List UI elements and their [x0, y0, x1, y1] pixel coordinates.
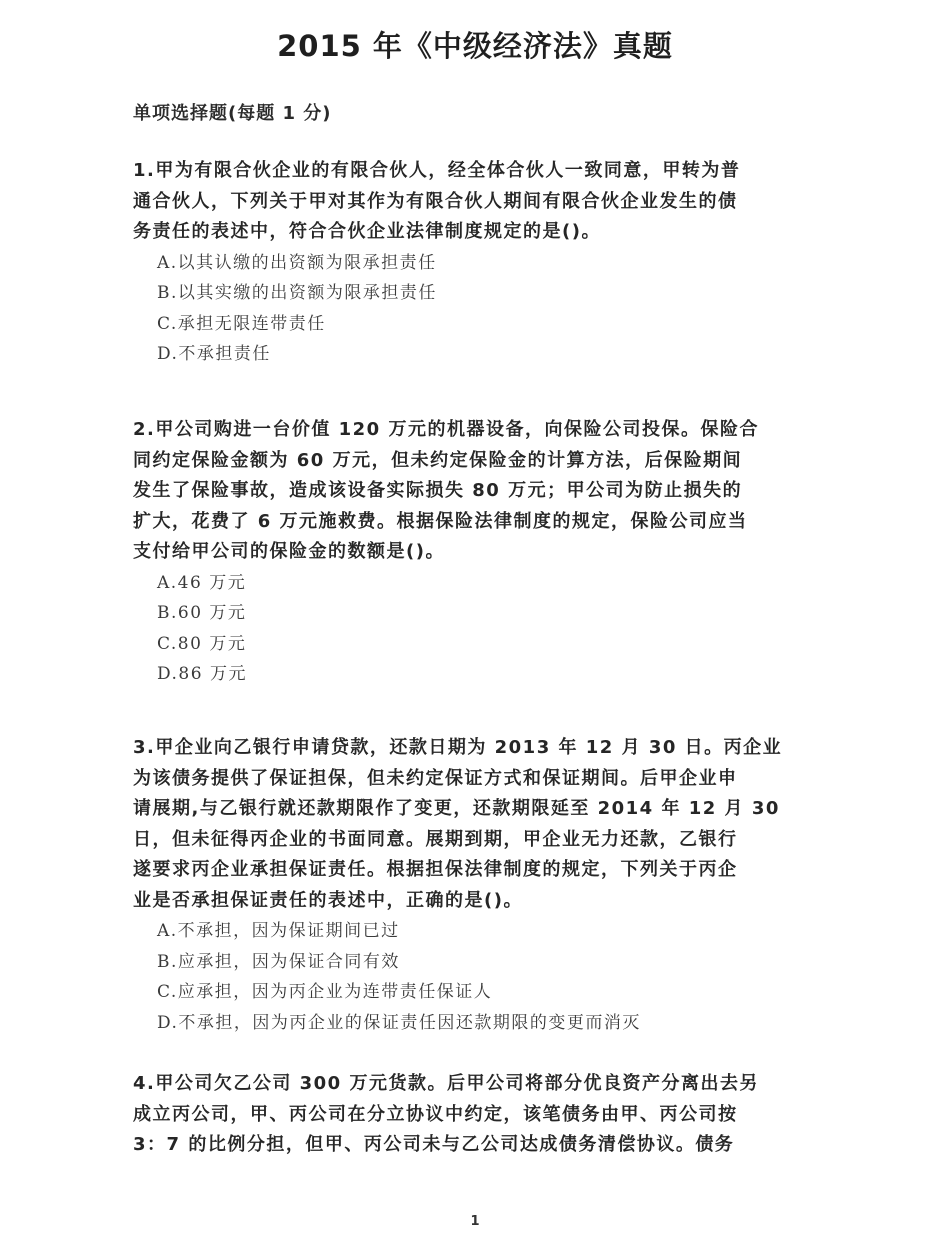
question-2	[133, 415, 815, 690]
option-list	[157, 248, 815, 370]
option-a: A.不承担，因为保证期间已过	[157, 921, 400, 941]
option-list	[157, 568, 815, 690]
question-text-line: 3：7 的比例分担，但甲、丙公司未与乙公司达成债务清偿协议。债务	[133, 1134, 735, 1155]
question-4	[133, 1069, 815, 1161]
question-text-line: 发生了保险事故，造成该设备实际损失 80 万元；甲公司为防止损失的	[133, 480, 743, 501]
page-title: 2015 年《中级经济法》真题	[277, 29, 673, 63]
option-d: D.86 万元	[157, 664, 247, 684]
option-a: A.46 万元	[157, 572, 247, 593]
question-3	[133, 733, 815, 1038]
question-text-line: 业是否承担保证责任的表述中，正确的是()。	[133, 889, 523, 911]
question-text-line: 3.甲企业向乙银行申请贷款，还款日期为 2013 年 12 月 30 日。丙企业	[133, 737, 783, 758]
option-c: C.80 万元	[157, 633, 247, 654]
option-a: A.以其认缴的出资额为限承担责任	[157, 252, 437, 273]
option-list	[157, 916, 815, 1038]
question-text-line: 同约定保险金额为 60 万元，但未约定保险金的计算方法，后保险期间	[133, 449, 743, 471]
option-b: B.以其实缴的出资额为限承担责任	[157, 283, 437, 303]
question-text-line: 遂要求丙企业承担保证责任。根据担保法律制度的规定，下列关于丙企	[133, 859, 738, 880]
question-text-line: 日，但未征得丙企业的书面同意。展期到期，甲企业无力还款，乙银行	[133, 828, 738, 850]
option-c: C.应承担，因为丙企业为连带责任保证人	[157, 982, 493, 1002]
question-text-line: 支付给甲公司的保险金的数额是()。	[133, 541, 445, 562]
question-text-line: 务责任的表述中，符合合伙企业法律制度规定的是()。	[133, 221, 601, 242]
option-d: D.不承担，因为丙企业的保证责任因还款期限的变更而消灭	[157, 1012, 641, 1033]
section-heading: 单项选择题(每题 1 分)	[133, 103, 332, 124]
page-number: 1	[470, 1214, 480, 1229]
option-d: D.不承担责任	[157, 344, 271, 364]
question-text-line: 扩大，花费了 6 万元施救费。根据保险法律制度的规定，保险公司应当	[133, 510, 748, 532]
question-text-line: 1.甲为有限合伙企业的有限合伙人，经全体合伙人一致同意，甲转为普	[133, 160, 741, 181]
question-text-line: 成立丙公司，甲、丙公司在分立协议中约定，该笔债务由甲、丙公司按	[133, 1103, 738, 1125]
question-text-line: 请展期,与乙银行就还款期限作了变更，还款期限延至 2014 年 12 月 30	[133, 798, 780, 819]
question-1	[133, 156, 815, 370]
question-text-line: 2.甲公司购进一台价值 120 万元的机器设备，向保险公司投保。保险合	[133, 419, 759, 440]
option-b: B.60 万元	[157, 603, 247, 623]
question-text-line: 为该债务提供了保证担保，但未约定保证方式和保证期间。后甲企业申	[133, 767, 738, 789]
option-b: B.应承担，因为保证合同有效	[157, 951, 400, 972]
question-text-line: 通合伙人，下列关于甲对其作为有限合伙人期间有限合伙企业发生的债	[133, 190, 738, 212]
option-c: C.承担无限连带责任	[157, 313, 326, 334]
question-text-line: 4.甲公司欠乙公司 300 万元货款。后甲公司将部分优良资产分离出去另	[133, 1073, 759, 1094]
